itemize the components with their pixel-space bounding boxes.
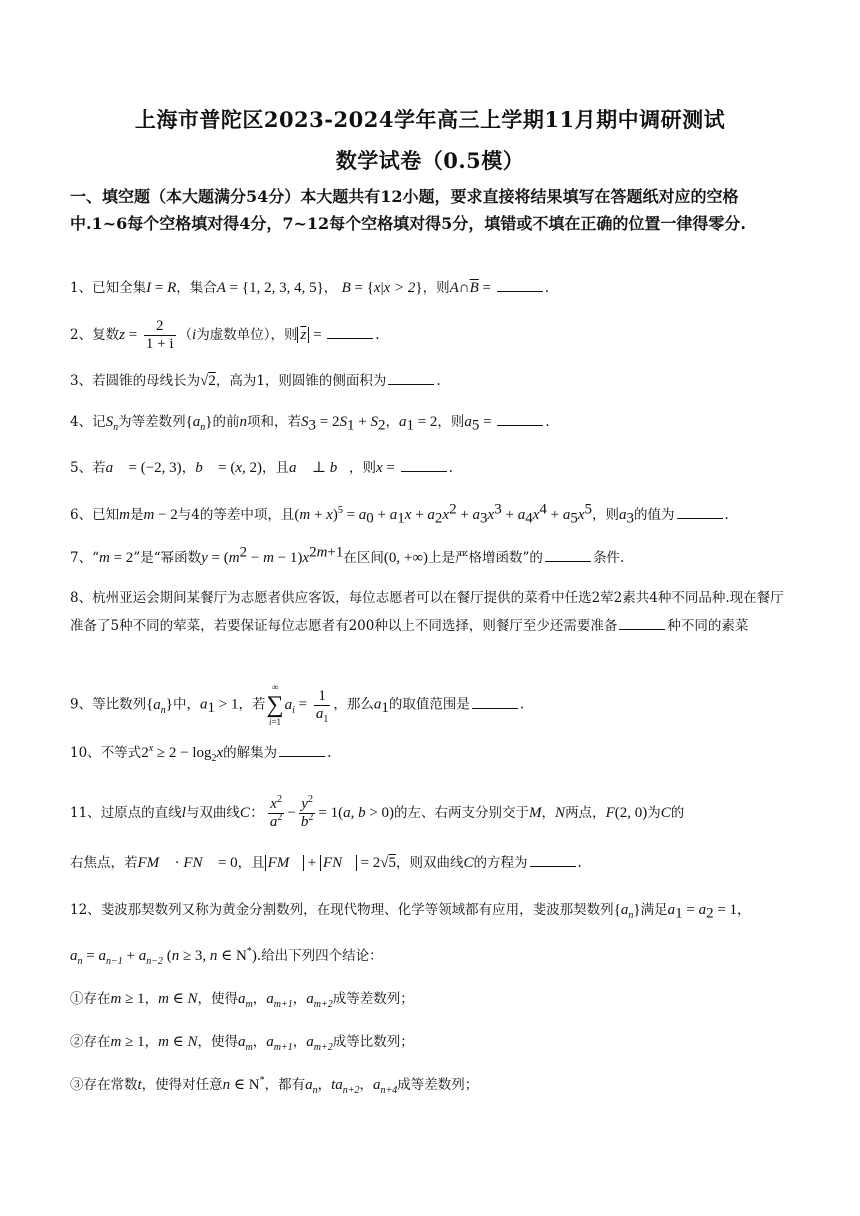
question-12-conclusion-1: ①存在m ≥ 1，m ∈ N，使得$a_m$，$a_{m+1}$，$a_{m+2}$成等差数列；	[70, 991, 414, 1010]
question-7: 7、“m = 2”是“幂函数$y = (m^2 - m - 1)x^{2m+1}$在区间(0, +∞)上是严格增函数”的 条件.	[70, 544, 625, 566]
question-1: 1、已知全集I = R，集合A = {1, 2, 3, 4, 5}， B = {x|x > 2}，则$A\cap\overline{B}$ = .	[70, 280, 550, 296]
question-12-conclusion-3: ③存在常数t，使得对任意n ∈ N*，都有$a_n$，$ta_{n+2}$，$a_{n+4}$成等差数列；	[70, 1075, 479, 1096]
question-11: 11、过原点的直线l与双曲线C： $\frac{x^2}{a^2}$ − $\frac{y^2}{b^2}$ = 1(a, b > 0)的左、右两支分别交于M，N两点，F(2, 0)为C的	[70, 794, 685, 830]
answer-blank[interactable]	[388, 383, 434, 385]
question-5: 5、若a⃗ = (−2, 3)，b⃗ = (x, 2)，且a⃗ ⊥ b⃗，则x = .	[70, 460, 453, 476]
question-12-recurrence: $a_n = a_{n-1} + a_{n-2}$ (n ≥ 3, n ∈ N*).给出下列四个结论：	[70, 946, 383, 967]
question-6: 6、已知m是m − 2与4的等差中项，且$(m + x)^5 = a_0 + a_1x + a_2x^2 + a_3x^3 + a_4x^4 + a_5x^5$，则$a_3$的值为 .	[70, 501, 729, 527]
exam-title: 上海市普陀区2023-2024学年高三上学期11月期中调研测试	[134, 107, 726, 132]
question-3: 3、若圆锥的母线长为√2，高为1，则圆锥的侧面积为 .	[70, 373, 441, 389]
question-8: 8、杭州亚运会期间某餐厅为志愿者供应客饭，每位志愿者可以在餐厅提供的菜肴中任选2荤2素共4种不同品种.现在餐厅准备了5种不同的荤菜，若要保证每位志愿者有200种以上不同选择，则餐厅至少还需要准备 种不同的素菜	[70, 590, 784, 634]
question-4: 4、记$S_n$为等差数列$\{a_n\}$的前n项和，若$S_3 = 2S_1 + S_2$，$a_1 = 2$，则$a_5$ = .	[70, 414, 550, 434]
question-2: 2、复数z = $\frac{2}{1 + i}$ （i为虚数单位），则 $\overline{z}$ = .	[70, 318, 380, 352]
question-9: 9、等比数列$\{a_n\}$中，$a_1 > 1$，若 ∞ ∑ i=1 $a_i$ = $\frac{1}{a_1}$ ，那么$a_1$的取值范围是 .	[70, 682, 525, 727]
answer-blank[interactable]	[472, 707, 518, 709]
answer-blank[interactable]	[401, 470, 447, 472]
answer-blank[interactable]	[545, 560, 591, 562]
answer-blank[interactable]	[530, 865, 576, 867]
answer-blank[interactable]	[327, 337, 373, 339]
question-12-conclusion-2: ②存在m ≥ 1，m ∈ N，使得$a_m$，$a_{m+1}$，$a_{m+2}$成等比数列；	[70, 1034, 414, 1053]
answer-blank[interactable]	[619, 628, 665, 630]
question-10: 10、不等式$2^x \ge 2 - \log_2x$的解集为 .	[70, 743, 332, 764]
question-11-cont: 右焦点，若FM⃗ · FN⃗ = 0，且 FM⃗ + FN⃗ = 2√5，则双曲线C的方程为 .	[70, 855, 582, 871]
answer-blank[interactable]	[279, 755, 325, 757]
answer-blank[interactable]	[497, 424, 543, 426]
exam-subtitle: 数学试卷（0.5模）	[335, 148, 525, 173]
question-12: 12、斐波那契数列又称为黄金分割数列，在现代物理、化学等领域都有应用，斐波那契数列$\{a_n\}$满足$a_1 = a_2 = 1$，	[70, 902, 751, 922]
answer-blank[interactable]	[677, 517, 723, 519]
answer-blank[interactable]	[497, 290, 543, 292]
section-heading: 一、填空题（本大题满分54分）本大题共有12小题，要求直接将结果填写在答题纸对应的空格中.1~6每个空格填对得4分，7~12每个空格填对得5分，填错或不填在正确的位置一律得零分.	[70, 187, 746, 233]
